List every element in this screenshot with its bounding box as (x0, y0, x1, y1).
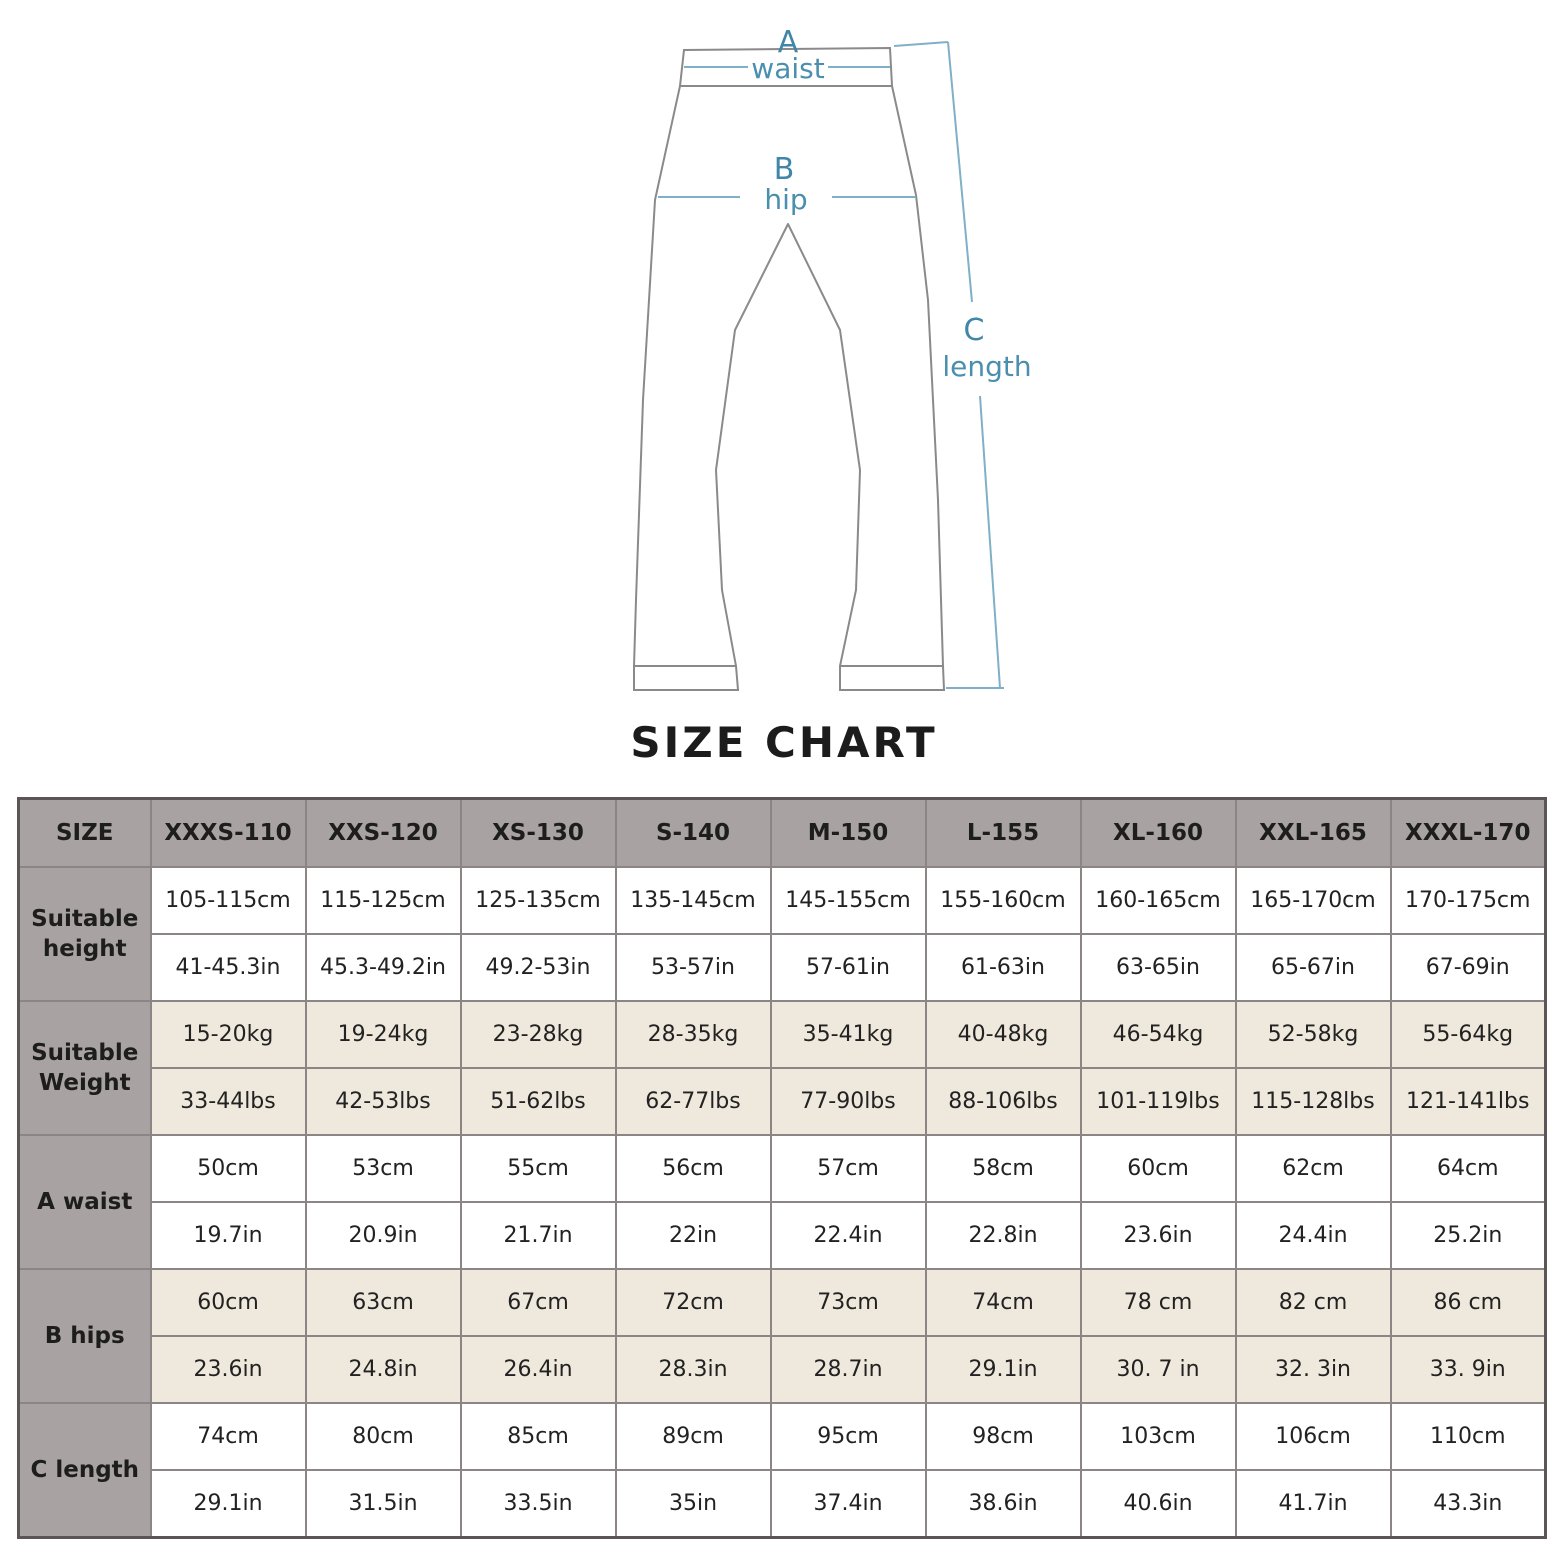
table-cell: 62cm (1236, 1135, 1391, 1202)
size-header-cell: XXS-120 (306, 799, 461, 868)
table-cell: 23-28kg (461, 1001, 616, 1068)
table-cell: 58cm (926, 1135, 1081, 1202)
size-table-body (19, 867, 1546, 1538)
table-cell: 105-115cm (151, 867, 306, 934)
size-header-cell: S-140 (616, 799, 771, 868)
table-cell: 56cm (616, 1135, 771, 1202)
table-cell: 103cm (1081, 1403, 1236, 1470)
waist-letter: A (777, 25, 799, 60)
length-letter: C (963, 313, 985, 348)
table-cell: 60cm (1081, 1135, 1236, 1202)
size-header-cell: XXXL-170 (1391, 799, 1546, 868)
table-cell: 52-58kg (1236, 1001, 1391, 1068)
table-cell: 35in (616, 1470, 771, 1538)
table-cell: 74cm (151, 1403, 306, 1470)
size-header-cell: XXL-165 (1236, 799, 1391, 868)
table-cell: 64cm (1391, 1135, 1546, 1202)
table-cell: 73cm (771, 1269, 926, 1336)
size-header-label: SIZE (19, 799, 151, 868)
table-cell: 67-69in (1391, 934, 1546, 1001)
table-cell: 37.4in (771, 1470, 926, 1538)
hip-label: hip (764, 183, 808, 216)
length-dimension-line-lower (980, 396, 1000, 688)
table-cell: 28.3in (616, 1336, 771, 1403)
table-cell: 63-65in (1081, 934, 1236, 1001)
table-cell: 85cm (461, 1403, 616, 1470)
table-cell: 24.4in (1236, 1202, 1391, 1269)
table-cell: 28-35kg (616, 1001, 771, 1068)
table-cell: 115-128lbs (1236, 1068, 1391, 1135)
row-group-label: Suitable Weight (19, 1001, 151, 1135)
table-cell: 45.3-49.2in (306, 934, 461, 1001)
row-group-label: A waist (19, 1135, 151, 1269)
table-cell: 41-45.3in (151, 934, 306, 1001)
table-cell: 145-155cm (771, 867, 926, 934)
table-cell: 15-20kg (151, 1001, 306, 1068)
table-cell: 62-77lbs (616, 1068, 771, 1135)
table-cell: 32. 3in (1236, 1336, 1391, 1403)
pants-hem-right (840, 666, 944, 690)
table-cell: 65-67in (1236, 934, 1391, 1001)
table-row (19, 1202, 1546, 1269)
pants-measurement-diagram (0, 0, 1568, 720)
table-cell: 57-61in (771, 934, 926, 1001)
table-cell: 53cm (306, 1135, 461, 1202)
table-cell: 19-24kg (306, 1001, 461, 1068)
table-cell: 29.1in (926, 1336, 1081, 1403)
table-row (19, 1470, 1546, 1538)
table-cell: 170-175cm (1391, 867, 1546, 934)
length-label: length (942, 350, 1032, 383)
table-row (19, 1001, 1546, 1068)
table-cell: 135-145cm (616, 867, 771, 934)
hip-letter: B (773, 152, 795, 187)
table-cell: 155-160cm (926, 867, 1081, 934)
size-header-cell: XXXS-110 (151, 799, 306, 868)
table-cell: 23.6in (151, 1336, 306, 1403)
table-cell: 98cm (926, 1403, 1081, 1470)
table-row (19, 867, 1546, 934)
table-cell: 31.5in (306, 1470, 461, 1538)
table-cell: 106cm (1236, 1403, 1391, 1470)
table-cell: 115-125cm (306, 867, 461, 934)
table-cell: 60cm (151, 1269, 306, 1336)
table-cell: 160-165cm (1081, 867, 1236, 934)
table-cell: 26.4in (461, 1336, 616, 1403)
table-cell: 86 cm (1391, 1269, 1546, 1336)
table-cell: 51-62lbs (461, 1068, 616, 1135)
table-cell: 35-41kg (771, 1001, 926, 1068)
table-cell: 72cm (616, 1269, 771, 1336)
table-cell: 40.6in (1081, 1470, 1236, 1538)
table-cell: 43.3in (1391, 1470, 1546, 1538)
table-cell: 42-53lbs (306, 1068, 461, 1135)
table-cell: 121-141lbs (1391, 1068, 1546, 1135)
table-cell: 41.7in (1236, 1470, 1391, 1538)
table-cell: 53-57in (616, 934, 771, 1001)
table-cell: 61-63in (926, 934, 1081, 1001)
table-cell: 29.1in (151, 1470, 306, 1538)
table-row (19, 1135, 1546, 1202)
table-cell: 110cm (1391, 1403, 1546, 1470)
size-header-cell: M-150 (771, 799, 926, 868)
table-cell: 33. 9in (1391, 1336, 1546, 1403)
length-dimension-top-tick (894, 42, 948, 46)
table-cell: 23.6in (1081, 1202, 1236, 1269)
table-cell: 22.8in (926, 1202, 1081, 1269)
table-cell: 46-54kg (1081, 1001, 1236, 1068)
table-cell: 33-44lbs (151, 1068, 306, 1135)
table-cell: 28.7in (771, 1336, 926, 1403)
length-dimension-line-upper (948, 42, 972, 302)
table-cell: 78 cm (1081, 1269, 1236, 1336)
table-cell: 55-64kg (1391, 1001, 1546, 1068)
table-cell: 67cm (461, 1269, 616, 1336)
table-cell: 165-170cm (1236, 867, 1391, 934)
table-cell: 88-106lbs (926, 1068, 1081, 1135)
table-cell: 21.7in (461, 1202, 616, 1269)
table-cell: 22.4in (771, 1202, 926, 1269)
table-cell: 22in (616, 1202, 771, 1269)
table-cell: 20.9in (306, 1202, 461, 1269)
table-cell: 77-90lbs (771, 1068, 926, 1135)
table-cell: 24.8in (306, 1336, 461, 1403)
size-header-cell: XS-130 (461, 799, 616, 868)
table-cell: 89cm (616, 1403, 771, 1470)
pants-hem-left (634, 666, 738, 690)
size-header-cell: L-155 (926, 799, 1081, 868)
row-group-label: C length (19, 1403, 151, 1538)
table-row (19, 934, 1546, 1001)
table-cell: 25.2in (1391, 1202, 1546, 1269)
size-chart-title: SIZE CHART (630, 718, 938, 767)
table-cell: 125-135cm (461, 867, 616, 934)
waist-label: waist (751, 52, 825, 85)
table-cell: 33.5in (461, 1470, 616, 1538)
table-cell: 63cm (306, 1269, 461, 1336)
table-cell: 19.7in (151, 1202, 306, 1269)
size-header-row (19, 799, 1546, 868)
size-header-cell: XL-160 (1081, 799, 1236, 868)
table-cell: 40-48kg (926, 1001, 1081, 1068)
table-cell: 55cm (461, 1135, 616, 1202)
table-cell: 101-119lbs (1081, 1068, 1236, 1135)
table-row (19, 1068, 1546, 1135)
size-chart-table (17, 797, 1547, 1539)
table-cell: 38.6in (926, 1470, 1081, 1538)
table-cell: 80cm (306, 1403, 461, 1470)
table-cell: 82 cm (1236, 1269, 1391, 1336)
row-group-label: B hips (19, 1269, 151, 1403)
table-cell: 74cm (926, 1269, 1081, 1336)
table-row (19, 1269, 1546, 1336)
table-cell: 95cm (771, 1403, 926, 1470)
table-cell: 57cm (771, 1135, 926, 1202)
table-row (19, 1336, 1546, 1403)
table-row (19, 1403, 1546, 1470)
table-cell: 50cm (151, 1135, 306, 1202)
table-cell: 30. 7 in (1081, 1336, 1236, 1403)
row-group-label: Suitable height (19, 867, 151, 1001)
table-cell: 49.2-53in (461, 934, 616, 1001)
